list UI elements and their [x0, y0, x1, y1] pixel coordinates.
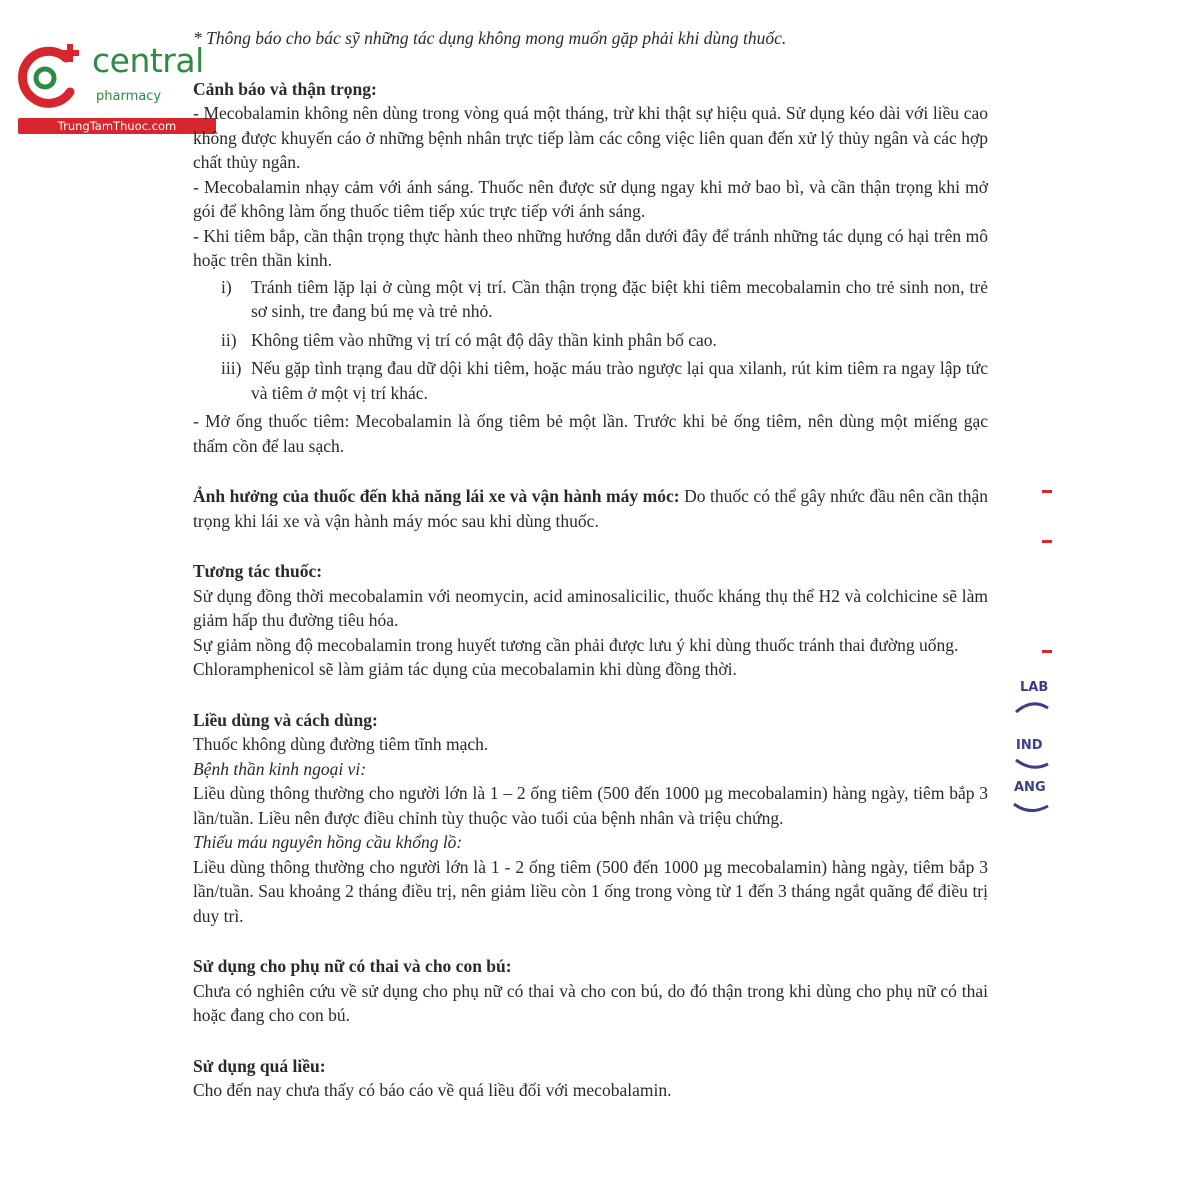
list-item-text: Tránh tiêm lặp lại ở cùng một vị trí. Cần thận trọng đặc biệt khi tiêm mecobalamin cho trẻ sinh non, trẻ sơ sinh, tre đang bú mẹ và trẻ nhỏ. [251, 276, 988, 321]
stamp-text: LAB [1020, 680, 1049, 695]
stamp-arc-icon [1014, 758, 1050, 772]
logo-c-cross-icon [12, 40, 86, 114]
stamp-arc-icon [1012, 802, 1050, 816]
stamp-fragment [1008, 480, 1052, 830]
warnings-section [193, 77, 988, 459]
list-item [221, 356, 988, 405]
overdose-heading: Sử dụng quá liều: [193, 1055, 326, 1076]
interactions-section [193, 559, 988, 682]
warnings-heading: Cảnh báo và thận trọng: [193, 78, 377, 99]
stamp-arc-icon [1014, 698, 1050, 714]
warnings-paragraph: - Mở ống thuốc tiêm: Mecobalamin là ống tiêm bẻ một lần. Trước khi bẻ ống tiêm, nên dùng một miếng gạc thấm cồn để lau sạch. [193, 411, 988, 456]
pregnancy-section [193, 954, 988, 1028]
logo-wordmark: central [92, 41, 204, 80]
interactions-heading: Tương tác thuốc: [193, 561, 323, 581]
pregnancy-heading: Sử dụng cho phụ nữ có thai và cho con bú: [193, 956, 512, 976]
overdose-paragraph: Cho đến nay chưa thấy có báo cáo về quá liều đối với mecobalamin. [193, 1080, 672, 1100]
list-item-number: ii) [221, 329, 237, 350]
list-item-text: Không tiêm vào những vị trí có mật độ dây thần kinh phân bố cao. [251, 329, 717, 350]
warnings-paragraph: - Mecobalamin nhạy cảm với ánh sáng. Thuốc nên được sử dụng ngay khi mở bao bì, và cần thận trọng khi mở gói để không làm ống thuốc tiêm tiếp xúc trực tiếp với ánh sáng. [193, 176, 988, 221]
leaflet-document [193, 26, 988, 1103]
injection-guidelines-list [221, 275, 988, 406]
side-effects-notice: * Thông báo cho bác sỹ những tác dụng không mong muốn gặp phải khi dùng thuốc. [193, 28, 787, 48]
pregnancy-paragraph: Chưa có nghiên cứu về sử dụng cho phụ nữ có thai và cho con bú, do đó thận trong khi dùng cho phụ nữ có thai hoặc đang cho con bú. [193, 980, 988, 1025]
warnings-paragraph: - Khi tiêm bắp, cần thận trọng thực hành theo những hướng dẫn dưới đây để tránh những tác dụng có hại trên mô hoặc trên thần kinh. [193, 225, 988, 270]
driving-paragraph [193, 484, 988, 533]
dosage-subheading: Bệnh thần kinh ngoại vi: [193, 758, 367, 779]
logo-subtitle: pharmacy [96, 89, 162, 104]
list-item-text: Nếu gặp tình trạng đau dữ dội khi tiêm, hoặc máu trào ngược lại qua xilanh, rút kim tiêm ra ngay lập tức và tiêm ở một vị trí khác. [251, 358, 988, 403]
driving-text: Do thuốc có thể gây nhức đầu nên cần thận trọng khi lái xe và vận hành máy móc sau khi dùng thuốc. [193, 486, 989, 531]
logo-website-badge: TrungTamThuoc.com [18, 118, 216, 134]
dosage-heading: Liều dùng và cách dùng: [193, 709, 378, 730]
pharmacy-logo [8, 38, 213, 138]
dosage-paragraph: Liều dùng thông thường cho người lớn là 1 – 2 ống tiêm (500 đến 1000 µg mecobalamin) hàng ngày, tiêm bắp 3 lần/tuần. Liều nên được điều chỉnh tùy thuộc vào tuổi của bệnh nhân và triệu chứng. [193, 783, 988, 828]
list-item-number: iii) [221, 358, 242, 378]
stamp-mark-red [1042, 650, 1052, 653]
stamp-mark-red [1042, 490, 1052, 493]
interactions-paragraph: Sự giảm nồng độ mecobalamin trong huyết tương cần phải được lưu ý khi dùng thuốc tránh thai đường uống. [193, 634, 959, 655]
driving-section [193, 484, 988, 533]
interactions-paragraph: Chloramphenicol sẽ làm giảm tác dụng của mecobalamin khi dùng đồng thời. [193, 659, 737, 679]
list-item [221, 328, 988, 353]
list-item [221, 275, 988, 324]
list-item-number: i) [221, 276, 232, 297]
stamp-text: ANG [1014, 780, 1046, 795]
warnings-paragraph: - Mecobalamin không nên dùng trong vòng quá một tháng, trừ khi thật sự hiệu quả. Sử dụng kéo dài với liều cao không được khuyến cáo ở những bệnh nhân trực tiếp làm các công việc liên quan đến xử lý thủy ngân và các hợp chất thủy ngân. [193, 103, 988, 172]
stamp-mark-red [1042, 540, 1052, 543]
interactions-paragraph: Sử dụng đồng thời mecobalamin với neomycin, acid aminosalicilic, thuốc kháng thụ thể H2 và colchicine sẽ làm giảm hấp thu đường tiêu hóa. [193, 585, 988, 630]
dosage-paragraph: Thuốc không dùng đường tiêm tĩnh mạch. [193, 734, 489, 754]
stamp-text: IND [1016, 738, 1043, 753]
dosage-subheading: Thiếu máu nguyên hồng cầu khổng lồ: [193, 832, 463, 852]
overdose-section [193, 1054, 988, 1103]
dosage-section [193, 708, 988, 929]
driving-heading: Ảnh hưởng của thuốc đến khả năng lái xe và vận hành máy móc: [193, 486, 680, 506]
dosage-paragraph: Liều dùng thông thường cho người lớn là 1 - 2 ống tiêm (500 đến 1000 µg mecobalamin) hàng ngày, tiêm bắp 3 lần/tuần. Sau khoảng 2 tháng điều trị, nên giảm liều còn 1 ống trong vòng từ 1 đến 3 tháng ngắt quãng để điều trị duy trì. [193, 856, 988, 926]
